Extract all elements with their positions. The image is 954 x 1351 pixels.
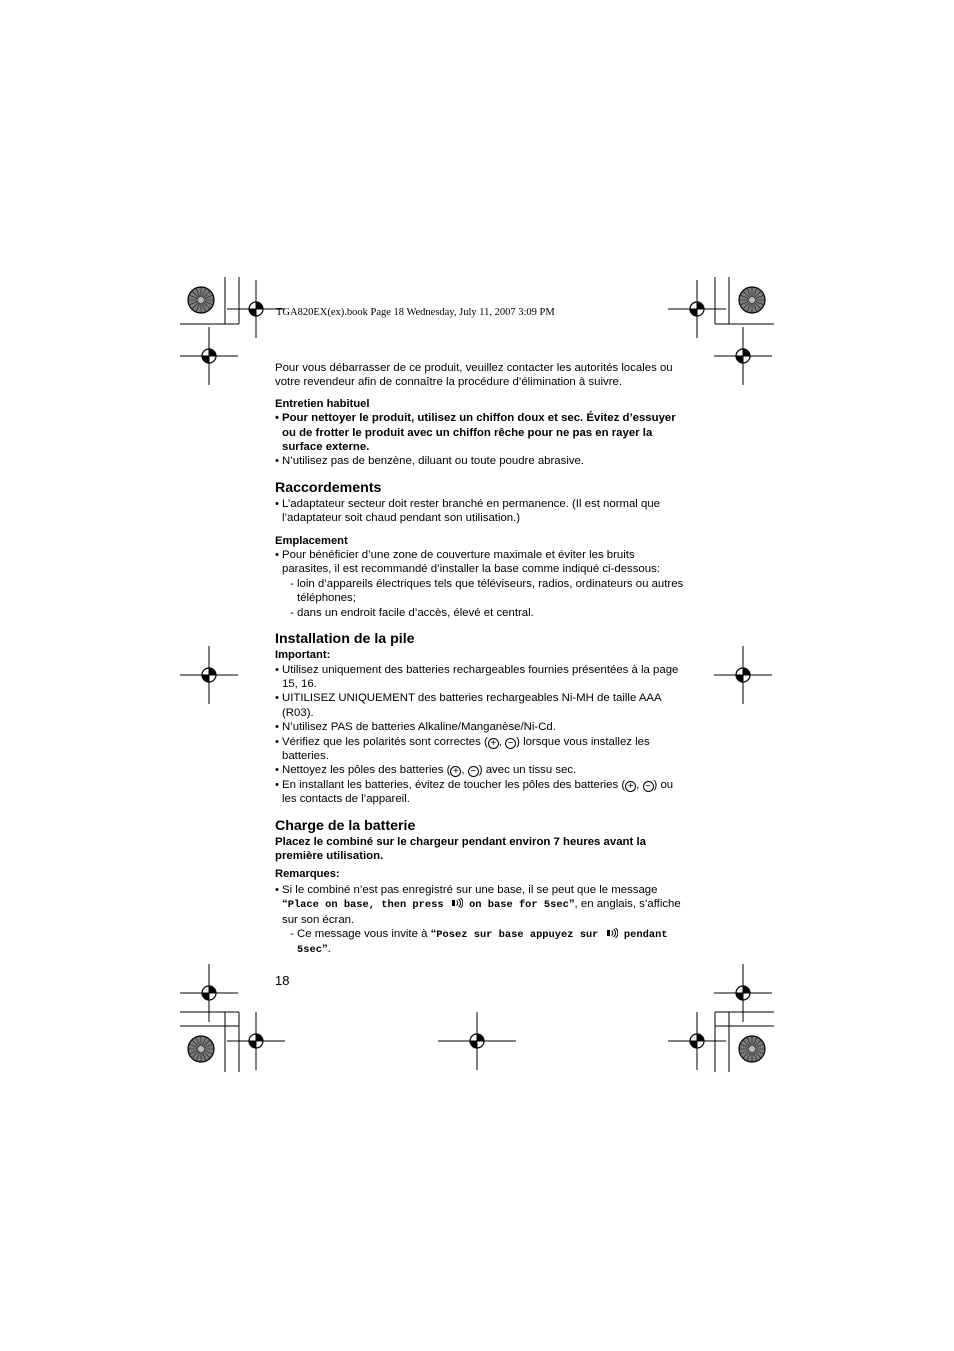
corner-marks-top-left xyxy=(180,277,285,385)
text-part: Ce message vous invite à xyxy=(297,928,431,940)
sub-list-item: - loin d’appareils électriques tels que téléviseurs, radios, ordinateurs ou autres téléphones; xyxy=(282,577,685,606)
raccordements-list xyxy=(275,497,685,526)
text-part: En installant les batteries, évitez de toucher les pôles des batteries ( xyxy=(282,778,626,791)
locator-signal-icon xyxy=(450,898,463,908)
center-mark-bottom xyxy=(438,1012,516,1070)
quote-mark: ” xyxy=(321,943,328,956)
page-number: 18 xyxy=(275,973,290,988)
display-message: on base for 5sec xyxy=(462,899,569,912)
display-message: Place on base, then press xyxy=(287,899,450,912)
sub-list-item: - dans un endroit facile d’accès, élevé et central. xyxy=(282,606,685,620)
entretien-heading: Entretien habituel xyxy=(275,397,370,410)
disposal-paragraph: Pour vous débarrasser de ce produit, veuillez contacter les autorités locales ou votre revendeur afin de connaître la procédure d’élimination à suivre. xyxy=(275,362,673,389)
minus-polarity-icon: − xyxy=(643,781,654,792)
emplacement-list xyxy=(275,548,685,620)
emplacement-heading: Emplacement xyxy=(275,534,348,547)
quote-mark: “ xyxy=(282,898,288,911)
minus-polarity-icon: − xyxy=(468,766,479,777)
text-part: , xyxy=(498,735,506,748)
quote-mark: ” xyxy=(568,898,575,911)
corner-marks-bottom-right xyxy=(668,964,774,1072)
list-item: • N’utilisez PAS de batteries Alkaline/Manganèse/Ni-Cd. xyxy=(275,720,685,734)
text-part: . xyxy=(327,943,331,956)
list-item xyxy=(275,883,685,958)
corner-marks-bottom-left xyxy=(180,964,285,1072)
pile-heading: Installation de la pile xyxy=(275,631,415,648)
plus-polarity-icon: + xyxy=(488,738,499,749)
main-content xyxy=(275,361,685,958)
charge-sublist xyxy=(282,927,685,958)
list-item: • Utilisez uniquement des batteries rechargeables fournies présentées à la page 15, 16. xyxy=(275,663,685,692)
emplacement-text: Pour bénéficier d’une zone de couverture maximale et éviter les bruits parasites, il est recommandé d’installer la base comme indiqué ci-dessous: xyxy=(282,549,660,576)
minus-polarity-icon: − xyxy=(505,738,516,749)
text-part: Si le combiné n’est pas enregistré sur une base, il se peut que le message xyxy=(282,883,658,896)
sub-list-item xyxy=(282,927,685,958)
display-message: Posez sur base appuyez sur xyxy=(436,929,605,941)
charge-lead: Placez le combiné sur le chargeur pendant environ 7 heures avant la première utilisation. xyxy=(275,835,646,862)
display-message: pendant 5sec xyxy=(297,929,668,957)
important-label: Important: xyxy=(275,649,331,662)
charge-list xyxy=(275,883,685,958)
text-part: Nettoyez les pôles des batteries ( xyxy=(282,764,451,777)
emplacement-sublist xyxy=(282,577,685,620)
plus-polarity-icon: + xyxy=(450,766,461,777)
list-item xyxy=(275,763,685,777)
list-item xyxy=(275,735,685,764)
quote-mark: “ xyxy=(430,928,437,940)
list-item xyxy=(275,778,685,807)
list-item: • N’utilisez pas de benzène, diluant ou toute poudre abrasive. xyxy=(275,454,685,468)
text-part: , en anglais, s’affiche sur son écran. xyxy=(282,898,681,926)
list-item: • L’adaptateur secteur doit rester branché en permanence. (Il est normal que l’adaptateur soit chaud pendant son utilisation.) xyxy=(275,497,685,526)
list-item xyxy=(275,548,685,620)
pile-list xyxy=(275,663,685,807)
text-part: ) avec un tissu sec. xyxy=(478,764,577,777)
text-part: , xyxy=(636,778,643,791)
text-part: Vérifiez que les polarités sont correctes ( xyxy=(282,735,488,748)
entretien-list xyxy=(275,411,685,469)
list-item: • UITILISEZ UNIQUEMENT des batteries rechargeables Ni-MH de taille AAA (R03). xyxy=(275,691,685,720)
remarques-label: Remarques: xyxy=(275,868,340,881)
book-print-header: TGA820EX(ex).book Page 18 Wednesday, July 11, 2007 3:09 PM xyxy=(276,307,555,318)
list-item: • Pour nettoyer le produit, utilisez un chiffon doux et sec. Évitez d’essuyer ou de frotter le produit avec un chiffon rêche pour ne pas en rayer la surface externe. xyxy=(275,411,685,454)
text-part: ) lorsque vous installez les batteries. xyxy=(282,735,650,762)
raccordements-heading: Raccordements xyxy=(275,479,382,496)
locator-signal-icon xyxy=(605,928,618,938)
text-part: , xyxy=(461,764,468,777)
plus-polarity-icon: + xyxy=(625,781,636,792)
text-part: ) ou les contacts de l’appareil. xyxy=(282,778,674,806)
charge-heading: Charge de la batterie xyxy=(275,817,416,834)
